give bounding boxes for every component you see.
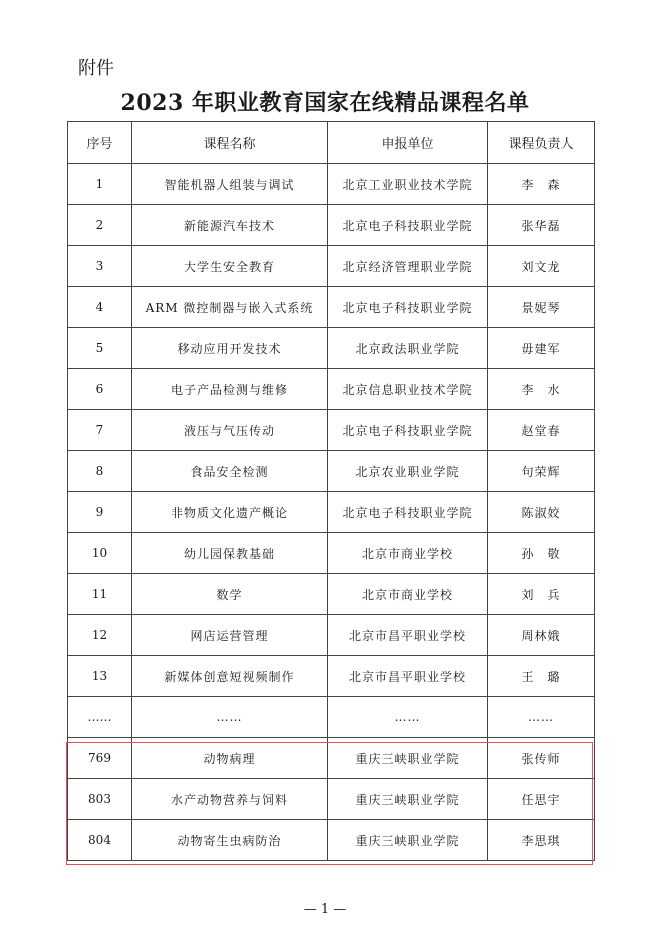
column-header-lead: 课程负责人 [488,122,595,164]
cell-lead: 孙 敬 [488,533,595,574]
table-row [68,328,595,369]
table-body [68,164,595,861]
table-row [68,738,595,779]
cell-course: 新能源汽车技术 [132,205,328,246]
table-row [68,410,595,451]
cell-lead: 周林娥 [488,615,595,656]
cell-no: 13 [68,656,132,697]
cell-lead: 王 璐 [488,656,595,697]
cell-unit: 北京电子科技职业学院 [328,410,488,451]
cell-course: 动物病理 [132,738,328,779]
cell-unit: 北京电子科技职业学院 [328,287,488,328]
cell-lead: 刘文龙 [488,246,595,287]
cell-lead: 景妮琴 [488,287,595,328]
cell-no: 7 [68,410,132,451]
cell-no: 8 [68,451,132,492]
table-row [68,369,595,410]
cell-no: 1 [68,164,132,205]
column-header-no: 序号 [68,122,132,164]
cell-course: 移动应用开发技术 [132,328,328,369]
cell-lead: 句荣辉 [488,451,595,492]
cell-unit: 北京政法职业学院 [328,328,488,369]
cell-no: 6 [68,369,132,410]
cell-lead: 张传师 [488,738,595,779]
table-row [68,287,595,328]
table-row [68,615,595,656]
cell-lead: 刘 兵 [488,574,595,615]
column-header-unit: 申报单位 [328,122,488,164]
cell-course: 大学生安全教育 [132,246,328,287]
cell-unit: 重庆三峡职业学院 [328,820,488,861]
cell-lead: 赵堂春 [488,410,595,451]
cell-unit: 北京市商业学校 [328,574,488,615]
cell-course: 幼儿园保教基础 [132,533,328,574]
cell-unit: 北京电子科技职业学院 [328,205,488,246]
cell-course: 电子产品检测与维修 [132,369,328,410]
cell-lead: …… [488,697,595,738]
cell-no: 9 [68,492,132,533]
table-row [68,574,595,615]
page-title: 2023 年职业教育国家在线精品课程名单 [120,90,530,116]
cell-unit: 北京市昌平职业学校 [328,656,488,697]
cell-unit: 重庆三峡职业学院 [328,779,488,820]
table-row [68,451,595,492]
cell-unit: 北京经济管理职业学院 [328,246,488,287]
cell-no: …… [68,697,132,738]
table-row [68,246,595,287]
cell-course: 食品安全检测 [132,451,328,492]
table-row [68,779,595,820]
cell-lead: 任思宇 [488,779,595,820]
cell-lead: 张华磊 [488,205,595,246]
course-table [67,121,595,861]
cell-lead: 李 水 [488,369,595,410]
table-row [68,164,595,205]
page-number: — 1 — [303,902,347,917]
attachment-label: 附件 [78,58,114,79]
cell-unit: 北京工业职业技术学院 [328,164,488,205]
cell-lead: 毋建军 [488,328,595,369]
cell-unit: …… [328,697,488,738]
cell-no: 5 [68,328,132,369]
cell-no: 10 [68,533,132,574]
cell-course: 数学 [132,574,328,615]
cell-course: 新媒体创意短视频制作 [132,656,328,697]
table-row [68,697,595,738]
table-row [68,205,595,246]
table-row [68,492,595,533]
cell-lead: 李 森 [488,164,595,205]
cell-no: 3 [68,246,132,287]
cell-lead: 李思琪 [488,820,595,861]
cell-no: 803 [68,779,132,820]
cell-course: 液压与气压传动 [132,410,328,451]
cell-no: 11 [68,574,132,615]
cell-no: 804 [68,820,132,861]
cell-course: 水产动物营养与饲料 [132,779,328,820]
cell-course: …… [132,697,328,738]
cell-unit: 北京电子科技职业学院 [328,492,488,533]
table-row [68,656,595,697]
cell-course: ARM 微控制器与嵌入式系统 [132,287,328,328]
cell-unit: 北京农业职业学院 [328,451,488,492]
cell-no: 12 [68,615,132,656]
column-header-course: 课程名称 [132,122,328,164]
cell-unit: 北京市商业学校 [328,533,488,574]
cell-course: 动物寄生虫病防治 [132,820,328,861]
cell-lead: 陈淑姣 [488,492,595,533]
cell-no: 4 [68,287,132,328]
cell-unit: 北京市昌平职业学校 [328,615,488,656]
cell-no: 769 [68,738,132,779]
cell-course: 智能机器人组装与调试 [132,164,328,205]
cell-no: 2 [68,205,132,246]
cell-unit: 重庆三峡职业学院 [328,738,488,779]
cell-course: 非物质文化遗产概论 [132,492,328,533]
table-row [68,820,595,861]
cell-course: 网店运营管理 [132,615,328,656]
cell-unit: 北京信息职业技术学院 [328,369,488,410]
table-header-row [68,122,595,164]
table-row [68,533,595,574]
